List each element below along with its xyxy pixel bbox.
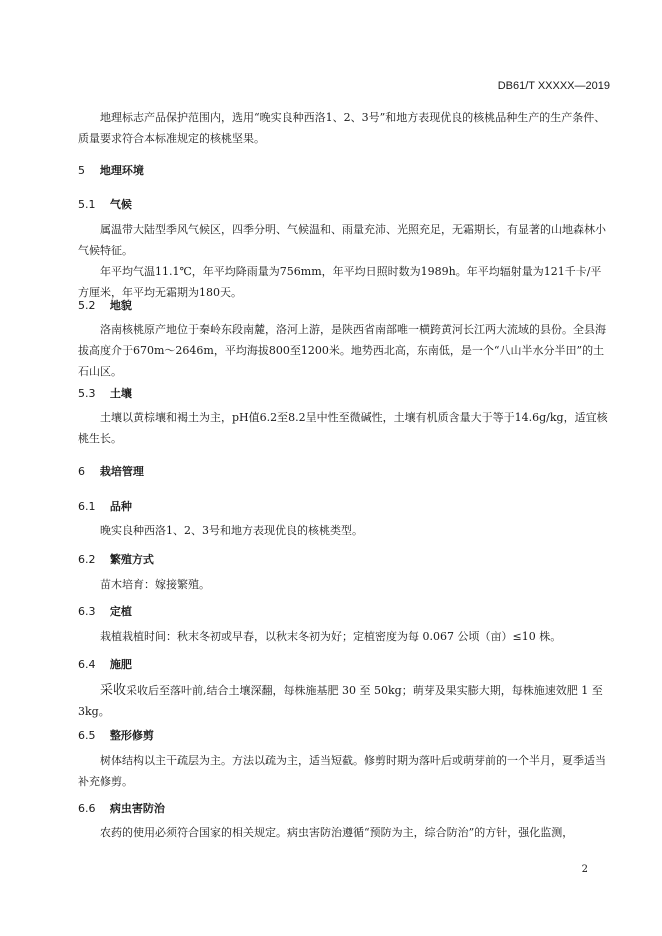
section-5-1-heading: [78, 196, 132, 212]
section-6-1-heading: [78, 498, 132, 514]
section-6-1-title: 品种: [109, 500, 132, 513]
section-6-3-title: 定植: [109, 605, 132, 618]
section-5-3-title: 土壤: [109, 387, 132, 400]
pruning-paragraph: 树体结构以主干疏层为主。方法以疏为主，适当短截。修剪时期为落叶后或萌芽前的一个半月，夏季适当补充修剪。: [78, 754, 606, 788]
section-5-3-heading: [78, 385, 132, 401]
section-6-number: 6: [78, 465, 85, 478]
variety-paragraph: 晚实良种西洛1、2、3号和地方表现优良的核桃类型。: [100, 524, 363, 537]
intro-paragraph: 地理标志产品保护范围内，选用“晚实良种西洛1、2、3号”和地方表现优良的核桃品种生产的生产条件、质量要求符合本标准规定的核桃坚果。: [78, 111, 606, 145]
section-5-number: 5: [78, 164, 85, 177]
section-5-1-number: 5.1: [78, 198, 96, 211]
page-number: 2: [581, 864, 588, 875]
planting-paragraph: 栽植栽植时间：秋末冬初或早春，以秋末冬初为好；定植密度为每 0.067 公顷（亩）≤10 株。: [100, 630, 562, 643]
section-6-6-title: 病虫害防治: [109, 802, 165, 815]
section-5-2-number: 5.2: [78, 299, 96, 312]
section-6-3-heading: [78, 603, 132, 619]
section-6-heading: [78, 463, 144, 479]
fertilizing-paragraph: [78, 680, 608, 722]
section-6-6-heading: [78, 800, 165, 816]
section-6-title: 栽培管理: [99, 465, 144, 478]
section-6-3-number: 6.3: [78, 605, 96, 618]
pest-control-paragraph: 农药的使用必须符合国家的相关规定。病虫害防治遵循“预防为主，综合防治”的方针，强化监测，: [100, 826, 574, 839]
section-6-5-number: 6.5: [78, 729, 96, 742]
climate-paragraph-2: 年平均气温11.1℃，年平均降雨量为756mm，年平均日照时数为1989h。年平均辐射量为121千卡/平方厘米，年平均无霜期为180天。: [78, 265, 602, 299]
propagation-paragraph: 苗木培育：嫁接繁殖。: [100, 578, 210, 591]
section-5-heading: [78, 162, 144, 178]
section-6-1-number: 6.1: [78, 500, 96, 513]
section-6-5-heading: [78, 727, 154, 743]
section-5-title: 地理环境: [99, 164, 144, 177]
section-6-4-title: 施肥: [109, 658, 132, 671]
document-id: DB61/T XXXXX—2019: [497, 80, 610, 92]
fertilizing-body-text: 采收后至落叶前,结合土壤深翻，每株施基肥 30 至 50kg；萌芽及果实膨大期，每株施速效肥 1 至 3kg。: [78, 684, 603, 718]
section-6-6-number: 6.6: [78, 802, 96, 815]
soil-paragraph: 土壤以黄棕壤和褐土为主，pH值6.2至8.2呈中性至微碱性，土壤有机质含量大于等于14.6g/kg，适宜核桃生长。: [78, 411, 608, 445]
section-5-3-number: 5.3: [78, 387, 96, 400]
section-6-4-number: 6.4: [78, 658, 96, 671]
section-5-2-heading: [78, 297, 132, 313]
section-5-2-title: 地貌: [109, 299, 132, 312]
section-6-2-number: 6.2: [78, 553, 96, 566]
section-5-1-title: 气候: [109, 198, 132, 211]
section-6-5-title: 整形修剪: [109, 729, 154, 742]
section-6-2-heading: [78, 551, 154, 567]
landform-paragraph: 洛南核桃原产地位于秦岭东段南麓，洛河上游，是陕西省南部唯一横跨黄河长江两大流域的县份。全县海拔高度介于670m～2646m，平均海拔800至1200米。地势西北高，东南低，是一个“八山半水分半田”的土石山区。: [78, 323, 606, 378]
section-6-2-title: 繁殖方式: [109, 553, 154, 566]
climate-paragraph-1: 属温带大陆型季风气候区，四季分明、气候温和、雨量充沛、光照充足，无霜期长，有显著的山地森林小气候特征。: [78, 223, 606, 257]
section-6-4-heading: [78, 656, 132, 672]
fertilizing-lead-text: 采收: [100, 683, 127, 698]
